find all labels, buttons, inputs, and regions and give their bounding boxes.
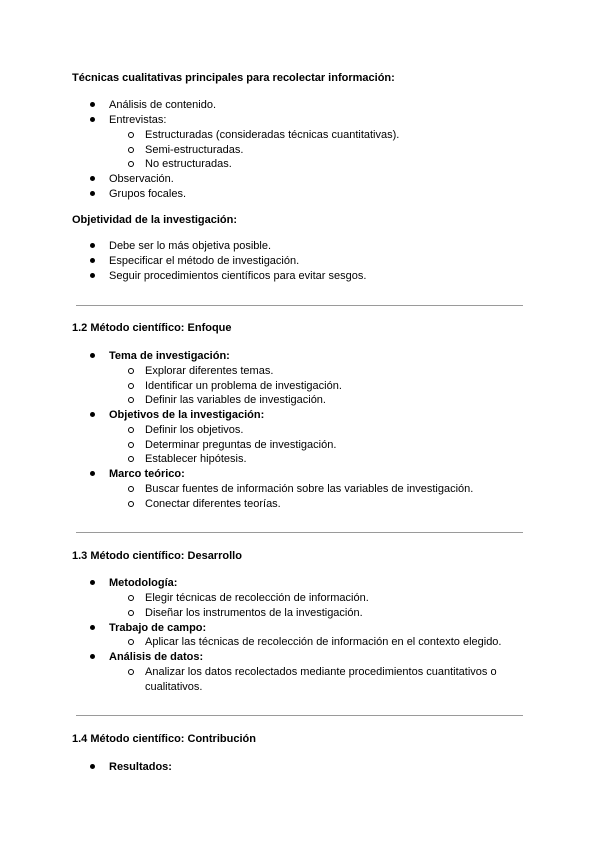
sub-bullet-icon <box>128 397 134 403</box>
bullet-icon <box>90 625 95 630</box>
bullet-icon <box>90 654 95 659</box>
list-item: Análisis de contenido. <box>109 98 216 112</box>
list-item: Entrevistas: <box>109 113 166 127</box>
list-item: Definir las variables de investigación. <box>145 393 326 407</box>
sub-bullet-icon <box>128 147 134 153</box>
sub-bullet-icon <box>128 610 134 616</box>
bullet-icon <box>90 273 95 278</box>
list-item: Grupos focales. <box>109 187 186 201</box>
list-item: Definir los objetivos. <box>145 423 243 437</box>
heading-objetividad: Objetividad de la investigación: <box>72 214 238 226</box>
sub-bullet-icon <box>128 368 134 374</box>
bullet-icon <box>90 191 95 196</box>
list-item: Diseñar los instrumentos de la investigación. <box>145 606 363 620</box>
sub-bullet-icon <box>128 501 134 507</box>
list-item: Observación. <box>109 172 174 186</box>
bullet-icon <box>90 471 95 476</box>
bullet-icon <box>90 353 95 358</box>
bullet-icon <box>90 243 95 248</box>
list-item: Analizar los datos recolectados mediante procedimientos cuantitativos o <box>145 665 497 679</box>
bullet-icon <box>90 117 95 122</box>
list-item: Explorar diferentes temas. <box>145 364 273 378</box>
bullet-icon <box>90 258 95 263</box>
list-item: Metodología: <box>109 576 177 590</box>
list-item: Semi-estructuradas. <box>145 143 243 157</box>
list-item: Determinar preguntas de investigación. <box>145 438 336 452</box>
list-item: No estructuradas. <box>145 157 232 171</box>
bullet-icon <box>90 102 95 107</box>
list-item: Trabajo de campo: <box>109 621 206 635</box>
bullet-icon <box>90 580 95 585</box>
sub-bullet-icon <box>128 132 134 138</box>
sub-bullet-icon <box>128 427 134 433</box>
section-divider <box>76 532 523 533</box>
list-item: Marco teórico: <box>109 467 185 481</box>
bullet-icon <box>90 176 95 181</box>
list-item: Elegir técnicas de recolección de información. <box>145 591 369 605</box>
list-item: Especificar el método de investigación. <box>109 254 299 268</box>
list-item-continuation: cualitativos. <box>145 681 203 693</box>
list-item: Identificar un problema de investigación. <box>145 379 342 393</box>
heading-metodo-desarrollo: 1.3 Método científico: Desarrollo <box>72 550 242 562</box>
sub-bullet-icon <box>128 442 134 448</box>
bullet-icon <box>90 764 95 769</box>
section-divider <box>76 305 523 306</box>
list-item: Aplicar las técnicas de recolección de información en el contexto elegido. <box>145 635 501 649</box>
list-item: Establecer hipótesis. <box>145 452 247 466</box>
list-item: Seguir procedimientos científicos para evitar sesgos. <box>109 269 366 283</box>
sub-bullet-icon <box>128 486 134 492</box>
sub-bullet-icon <box>128 383 134 389</box>
list-item: Conectar diferentes teorías. <box>145 497 281 511</box>
list-item: Buscar fuentes de información sobre las variables de investigación. <box>145 482 473 496</box>
heading-metodo-contribucion: 1.4 Método científico: Contribución <box>72 733 256 745</box>
sub-bullet-icon <box>128 595 134 601</box>
sub-bullet-icon <box>128 456 134 462</box>
list-item: Resultados: <box>109 760 172 774</box>
heading-metodo-enfoque: 1.2 Método científico: Enfoque <box>72 322 232 334</box>
list-item: Tema de investigación: <box>109 349 230 363</box>
bullet-icon <box>90 412 95 417</box>
sub-bullet-icon <box>128 639 134 645</box>
section-divider <box>76 715 523 716</box>
sub-bullet-icon <box>128 669 134 675</box>
list-item: Debe ser lo más objetiva posible. <box>109 239 271 253</box>
list-item: Análisis de datos: <box>109 650 203 664</box>
sub-bullet-icon <box>128 161 134 167</box>
list-item: Objetivos de la investigación: <box>109 408 264 422</box>
heading-tecnicas-cualitativas: Técnicas cualitativas principales para recolectar información: <box>72 72 395 84</box>
list-item: Estructuradas (consideradas técnicas cuantitativas). <box>145 128 399 142</box>
